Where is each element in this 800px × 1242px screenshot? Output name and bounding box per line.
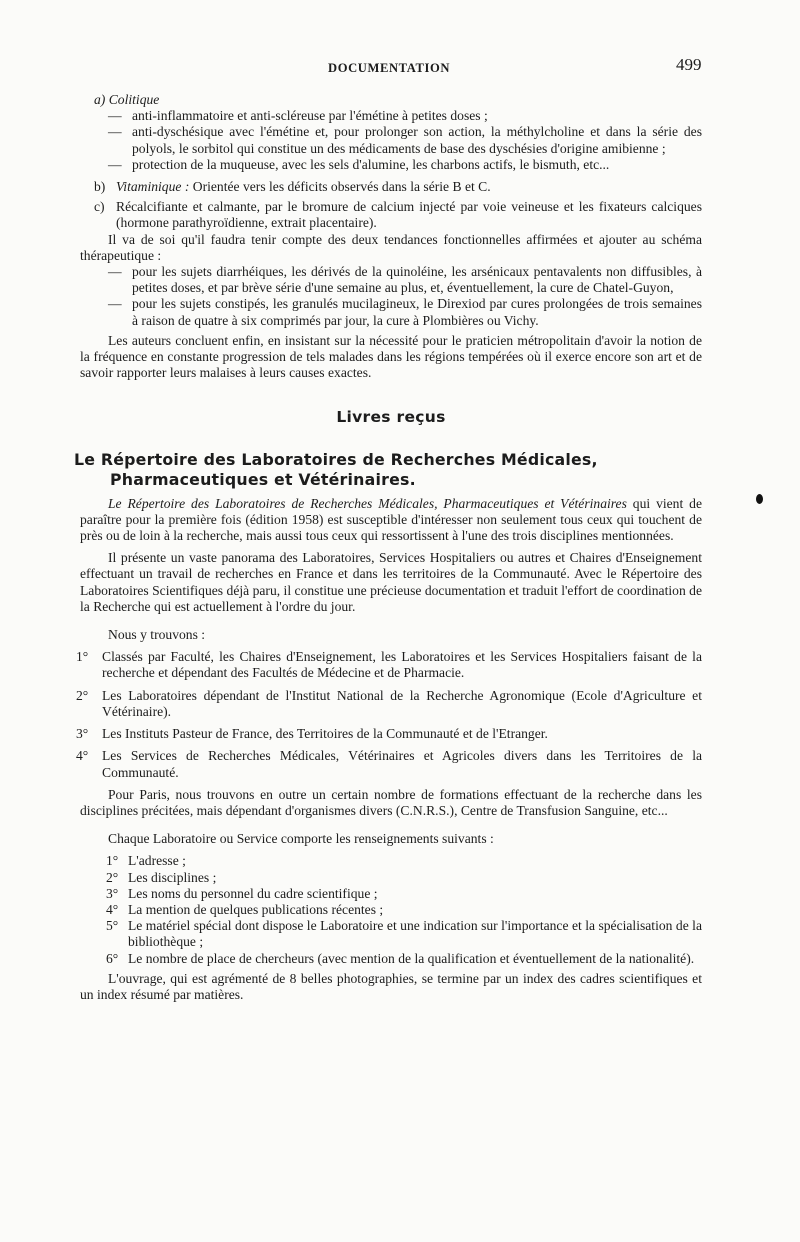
- list-item: — pour les sujets diarrhéiques, les dérivés de la quinoléine, les arsénicaux pentavalents non diffusibles, à petites doses, et par brève série d'une semaine au plus, et, éventuellement, la cure de Chatel-Guyon,: [108, 264, 702, 296]
- item-number: 6°: [106, 950, 119, 966]
- list-item-text: Les disciplines ;: [128, 869, 217, 885]
- item-number: 2°: [76, 687, 89, 703]
- list-item-text: Les noms du personnel du cadre scientifique ;: [128, 885, 378, 901]
- page-number: 499: [676, 55, 702, 74]
- list-item-text: pour les sujets constipés, les granulés mucilagineux, le Direxiod par cures prolongées de trois semaines à raison de quatre à six comprimés par jour, la cure à Plombières ou Vichy.: [132, 296, 702, 328]
- book-title: Le Répertoire des Laboratoires de Recherches Médicales, Pharmaceutiques et Vétérinaires.: [74, 449, 598, 489]
- section-b-label: b): [94, 179, 106, 195]
- list-item: [80, 886, 702, 902]
- paragraph: Chaque Laboratoire ou Service comporte les renseignements suivants :: [108, 831, 494, 847]
- paragraph: [80, 496, 702, 545]
- item-number: 2°: [106, 869, 119, 885]
- section-c-label: c): [94, 199, 105, 215]
- paragraph: Il présente un vaste panorama des Laboratoires, Services Hospitaliers ou autres et Chaires d'Enseignement effectuant un travail de recherches en France et dans les territoires de la Communauté. Avec le Répertoire des Laboratoires Scientifiques déjà paru, il constitue une précieuse documentation et traduit l'effort de coordination de la Recherche qui est actuellement à l'ordre du jour.: [80, 550, 702, 614]
- section-a-label: a) Colitique: [94, 92, 160, 107]
- page-content: [74, 92, 702, 1003]
- list-item-text: La mention de quelques publications récentes ;: [128, 901, 384, 917]
- section-c-text: Récalcifiante et calmante, par le bromure de calcium injecté par voie veineuse et les fixateurs calciques (hormone parathyroïdienne, extrait placentaire).: [116, 199, 702, 231]
- list-item: [80, 870, 702, 886]
- paragraph-text: qui vient de paraître pour la première fois (édition 1958) est susceptible d'intéresser non seulement tous ceux qui touchent de près ou de loin à la recherche, mais aussi tous ceux qui ressortissent à l'une des trois disciplines mentionnées.: [80, 495, 702, 544]
- list-item-text: Le matériel spécial dont dispose le Laboratoire et une indication sur l'importance et la spécialisation de la bibliothèque ;: [128, 918, 702, 950]
- paragraph: Il va de soi qu'il faudra tenir compte des deux tendances fonctionnelles affirmées et ajouter au schéma thérapeutique :: [80, 231, 702, 263]
- item-number: 1°: [76, 649, 89, 665]
- list-item: [80, 853, 702, 869]
- paragraph: Les auteurs concluent enfin, en insistant sur la nécessité pour le praticien métropolitain d'avoir la notion de la fréquence en constante progression de tels malades dans les régions tempérées où il exerce encore son art et de savoir rapporter leurs malaises à leurs causes exactes.: [80, 332, 702, 381]
- list-item: [76, 748, 702, 780]
- item-number: 3°: [106, 885, 119, 901]
- list-item-text: pour les sujets diarrhéiques, les dérivés de la quinoléine, les arsénicaux pentavalents non diffusibles, à petites doses, et par brève série d'une semaine au plus, et, éventuellement, la cure de Chatel-Guyon,: [132, 264, 702, 296]
- list-item-text: anti-dyschésique avec l'émétine et, pour prolonger son action, la méthylcholine et dans la série des polyols, le sorbitol qui constitue un des médicaments de base des dyschésies d'origine amibienne ;: [132, 124, 702, 156]
- list-item-text: Les Services de Recherches Médicales, Vétérinaires et Agricoles divers dans les Territoires de la Communauté.: [102, 748, 702, 780]
- list-item-text: anti-inflammatoire et anti-scléreuse par l'émétine à petites doses ;: [132, 108, 488, 124]
- section-b-title: Vitaminique :: [116, 179, 190, 195]
- list-item-text: protection de la muqueuse, avec les sels d'alumine, les charbons actifs, le bismuth, etc...: [132, 156, 610, 172]
- running-title: DOCUMENTATION: [328, 61, 451, 75]
- paragraph: Pour Paris, nous trouvons en outre un certain nombre de formations effectuant de la recherche dans les disciplines précitées, mais dépendant d'organismes divers (C.N.R.S.), Centre de Transfusion Sanguine, etc...: [80, 786, 702, 818]
- list-item-text: L'adresse ;: [128, 853, 186, 869]
- book-title-inline: Le Répertoire des Laboratoires de Recherches Médicales, Pharmaceutiques et Vétérinaires: [108, 495, 627, 511]
- list-item: — protection de la muqueuse, avec les sels d'alumine, les charbons actifs, le bismuth, etc...: [108, 156, 610, 172]
- list-item: [76, 687, 702, 720]
- list-item: [76, 649, 702, 681]
- margin-mark: [756, 494, 763, 504]
- section-b: [94, 179, 702, 195]
- paragraph: Nous y trouvons :: [108, 627, 206, 643]
- list-item: — pour les sujets constipés, les granulés mucilagineux, le Direxiod par cures prolongées de trois semaines à raison de quatre à six comprimés par jour, la cure à Plombières ou Vichy.: [108, 296, 702, 328]
- list-item-text: Le nombre de place de chercheurs (avec mention de la qualification et éventuellement de la nationalité).: [128, 950, 695, 966]
- list-item: — anti-inflammatoire et anti-scléreuse par l'émétine à petites doses ;: [108, 108, 488, 124]
- list-item: — anti-dyschésique avec l'émétine et, pour prolonger son action, la méthylcholine et dans la série des polyols, le sorbitol qui constitue un des médicaments de base des dyschésies d'origine amibienne ;: [108, 124, 702, 156]
- page-header: [0, 55, 800, 78]
- list-item: [76, 726, 702, 742]
- list-item-text: Classés par Faculté, les Chaires d'Enseignement, les Laboratoires et les Services Hospitaliers faisant de la recherche et dépendant des Facultés de Médecine et de Pharmacie.: [102, 649, 702, 681]
- item-number: 4°: [76, 748, 89, 764]
- item-number: 4°: [106, 901, 119, 917]
- item-number: 1°: [106, 853, 119, 869]
- list-item: [80, 902, 702, 918]
- list-item-text: Les Instituts Pasteur de France, des Territoires de la Communauté et de l'Etranger.: [102, 726, 548, 742]
- list-item: [80, 918, 702, 950]
- section-heading: Livres reçus: [336, 408, 446, 427]
- paragraph: L'ouvrage, qui est agrémenté de 8 belles photographies, se termine par un index des cadres scientifiques et un index résumé par matières.: [80, 970, 702, 1002]
- item-number: 5°: [106, 918, 119, 934]
- section-c: [94, 199, 702, 231]
- item-number: 3°: [76, 726, 89, 742]
- list-item-text: Les Laboratoires dépendant de l'Institut National de la Recherche Agronomique (Ecole d'Agriculture et Vétérinaire).: [102, 687, 702, 719]
- list-item: [80, 951, 702, 967]
- section-b-text: Orientée vers les déficits observés dans la série B et C.: [192, 179, 491, 195]
